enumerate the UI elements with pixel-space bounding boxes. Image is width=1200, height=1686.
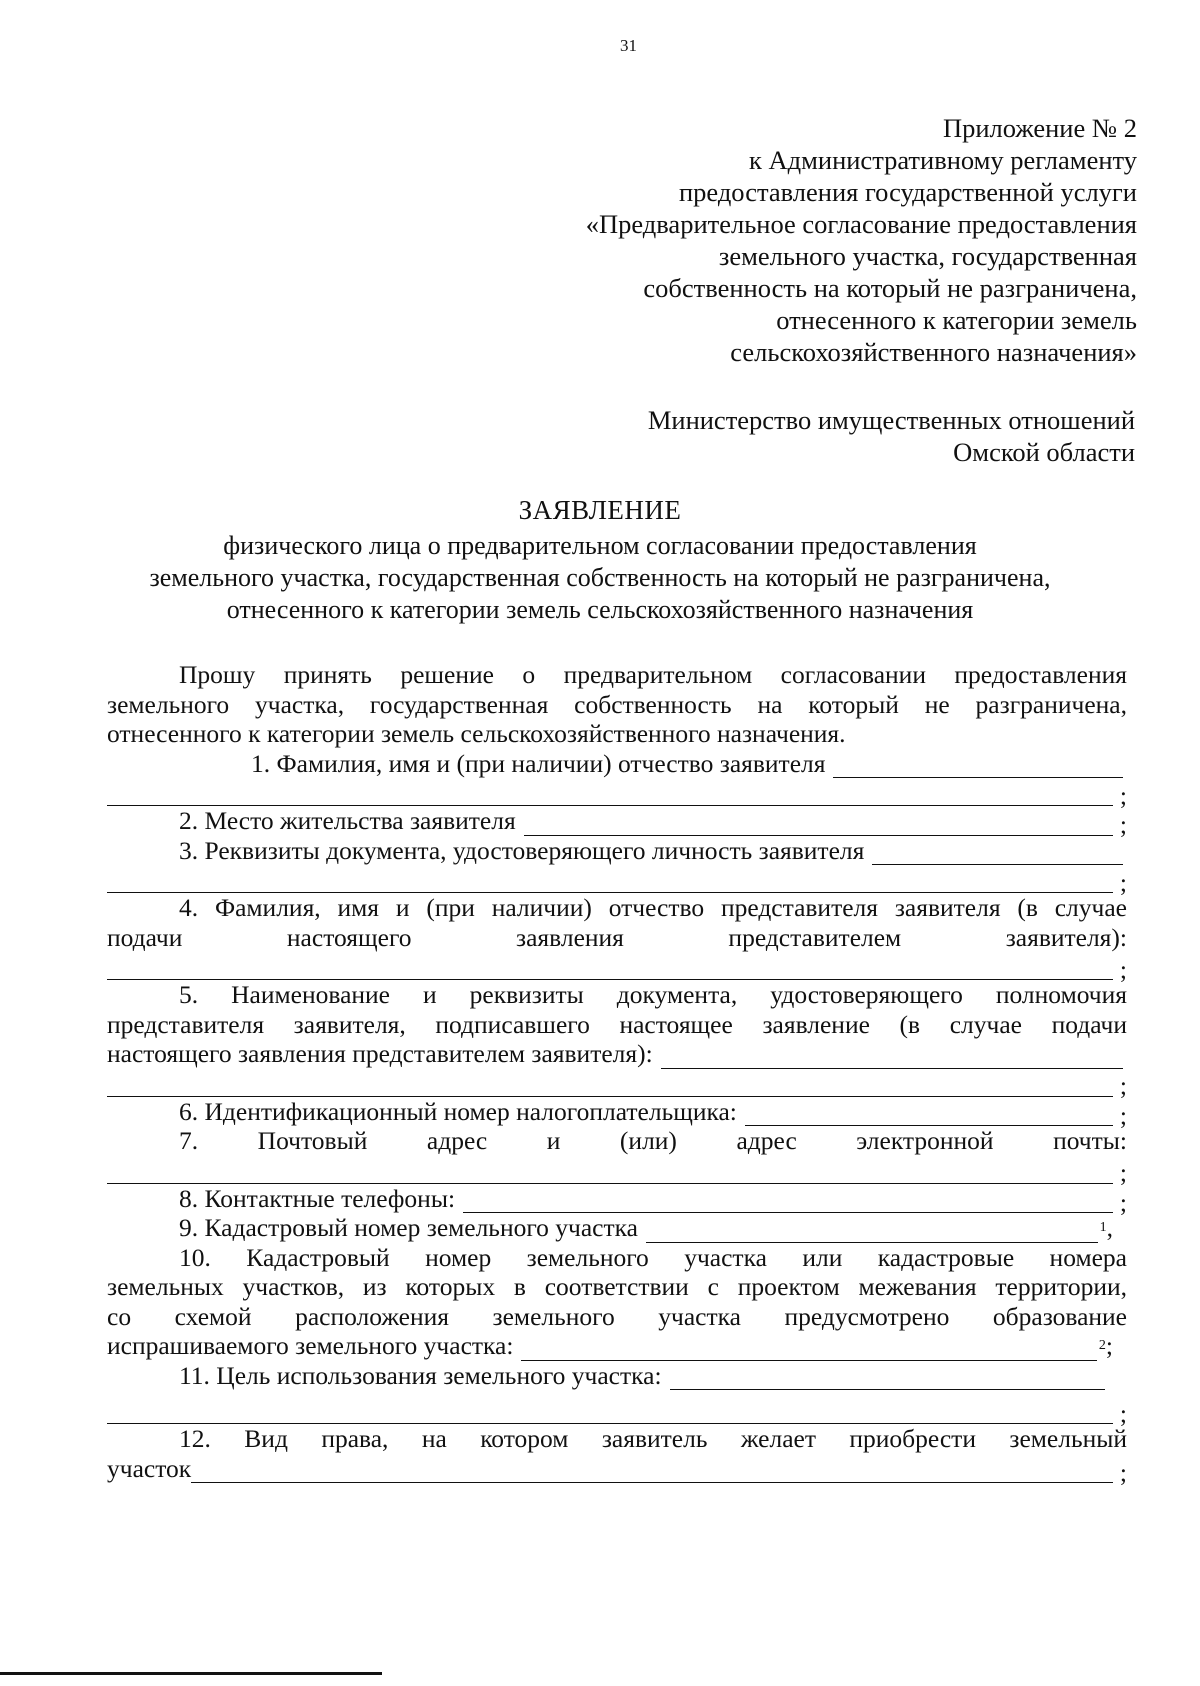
intro-line: земельного участка, государственная собственность на который не разграничена, xyxy=(107,689,1127,719)
field-row-id-document xyxy=(107,836,1123,866)
field-row-cadastral xyxy=(107,1213,1113,1243)
postal-email-field[interactable] xyxy=(107,1156,1113,1184)
subtitle-line: земельного участка, государственная собственность на который не разграничена, xyxy=(149,563,1051,592)
field-label: подачи настоящего заявления представителем заявителя): xyxy=(107,922,1127,952)
field-continuation xyxy=(107,1396,1127,1428)
annex-line: собственность на который не разграничена, xyxy=(643,273,1137,303)
land-use-purpose-field-line2[interactable] xyxy=(107,1396,1113,1424)
intro-line: отнесенного к категории земель сельскохозяйственного назначения. xyxy=(107,719,846,748)
field-label: 3. Реквизиты документа, удостоверяющего личность заявителя xyxy=(179,835,865,865)
field-continuation xyxy=(107,865,1127,897)
comma: , xyxy=(1106,1213,1113,1242)
field-row-right-type xyxy=(107,1453,1127,1487)
document-title: ЗАЯВЛЕНИЕ xyxy=(518,495,682,525)
field-row-phones xyxy=(107,1183,1127,1217)
field-continuation xyxy=(107,952,1127,984)
field-label: 10. Кадастровый номер земельного участка или кадастровые номера xyxy=(179,1242,1127,1272)
field-continuation xyxy=(107,1069,1127,1100)
field-label: со схемой расположения земельного участка предусмотрено образование xyxy=(107,1301,1127,1331)
field-row-residence xyxy=(107,806,1127,839)
semicolon: ; xyxy=(1119,1158,1127,1187)
annex-line: «Предварительное согласование предоставления xyxy=(585,209,1137,239)
semicolon: ; xyxy=(1119,1100,1127,1130)
right-type-field[interactable] xyxy=(191,1460,1113,1483)
annex-header xyxy=(437,112,1137,368)
cadastral-number-field[interactable] xyxy=(646,1220,1098,1243)
phones-field[interactable] xyxy=(463,1190,1113,1213)
page-number: 31 xyxy=(620,36,637,55)
annex-line: отнесенного к категории земель xyxy=(776,305,1137,335)
field-label: 4. Фамилия, имя и (при наличии) отчество представителя заявителя (в случае xyxy=(179,893,1127,922)
semicolon: ; xyxy=(1119,1457,1127,1487)
field-label: земельных участков, из которых в соответствии с проектом межевания территории, xyxy=(107,1272,1127,1301)
field-label: 9. Кадастровый номер земельного участка xyxy=(179,1213,638,1242)
field-label: 11. Цель использования земельного участка: xyxy=(179,1360,662,1390)
semicolon: ; xyxy=(1119,810,1127,839)
semicolon: ; xyxy=(1119,867,1127,897)
annex-line: сельскохозяйственного назначения» xyxy=(730,337,1137,367)
semicolon: ; xyxy=(1119,954,1127,984)
field-label: 7. Почтовый адрес и (или) адрес электронной почты: xyxy=(179,1126,1127,1155)
intro-line: Прошу принять решение о предварительном согласовании предоставления xyxy=(179,660,1127,689)
annex-line: предоставления государственной услуги xyxy=(678,177,1137,207)
authority-document-field[interactable] xyxy=(661,1046,1123,1069)
footnote-mark: 1 xyxy=(1099,1220,1107,1235)
applicant-name-field[interactable] xyxy=(833,755,1123,778)
addressee-line: Омской области xyxy=(953,437,1135,467)
semicolon: ; xyxy=(1119,1398,1127,1428)
field-row-purpose xyxy=(107,1361,1105,1391)
field-label: 6. Идентификационный номер налогоплательщика: xyxy=(179,1096,737,1126)
semicolon: ; xyxy=(1119,780,1127,810)
footnote-separator xyxy=(0,1672,382,1675)
field-label: испрашиваемого земельного участка: xyxy=(107,1331,514,1360)
form-body xyxy=(107,660,1127,1487)
footnote-mark: 2 xyxy=(1098,1338,1106,1353)
field-row-applicant-name xyxy=(107,749,1127,779)
applicant-name-field-line2[interactable] xyxy=(107,778,1113,806)
field-label: 12. Вид права, на котором заявитель желает приобрести земельный xyxy=(179,1424,1127,1453)
subtitle-line: отнесенного к категории земель сельскохозяйственного назначения xyxy=(226,595,974,624)
annex-line: Приложение № 2 xyxy=(942,113,1137,143)
field-label: 5. Наименование и реквизиты документа, удостоверяющего полномочия xyxy=(179,980,1127,1009)
field-row-inn xyxy=(107,1096,1127,1130)
field-label: участок xyxy=(107,1453,192,1483)
field-label: представителя заявителя, подписавшего настоящее заявление (в случае подачи xyxy=(107,1009,1127,1039)
semicolon: ; xyxy=(1105,1331,1113,1360)
annex-line: к Административному регламенту xyxy=(749,145,1137,175)
id-document-field-line2[interactable] xyxy=(107,865,1113,893)
land-use-purpose-field[interactable] xyxy=(670,1367,1105,1390)
residence-field[interactable] xyxy=(524,813,1113,836)
field-label: настоящего заявления представителем заявителя): xyxy=(107,1039,653,1068)
representative-name-field[interactable] xyxy=(107,952,1113,980)
semicolon: ; xyxy=(1119,1071,1127,1100)
addressee xyxy=(535,404,1135,468)
document-subtitle xyxy=(120,530,1080,626)
field-row-source-plots xyxy=(107,1331,1113,1361)
annex-line: земельного участка, государственная xyxy=(718,241,1137,271)
authority-document-field-line2[interactable] xyxy=(107,1069,1113,1097)
field-row-authority-doc xyxy=(107,1039,1123,1069)
field-label: 2. Место жительства заявителя xyxy=(179,806,516,835)
field-continuation xyxy=(107,778,1127,810)
semicolon: ; xyxy=(1119,1187,1127,1217)
inn-field[interactable] xyxy=(745,1103,1113,1126)
source-plots-field[interactable] xyxy=(521,1338,1096,1361)
field-continuation xyxy=(107,1156,1127,1187)
addressee-line: Министерство имущественных отношений xyxy=(647,405,1135,435)
field-label: 1. Фамилия, имя и (при наличии) отчество заявителя xyxy=(251,748,826,778)
field-label: 8. Контактные телефоны: xyxy=(179,1183,456,1213)
id-document-field[interactable] xyxy=(872,842,1123,865)
subtitle-line: физического лица о предварительном согласовании предоставления xyxy=(223,531,977,560)
